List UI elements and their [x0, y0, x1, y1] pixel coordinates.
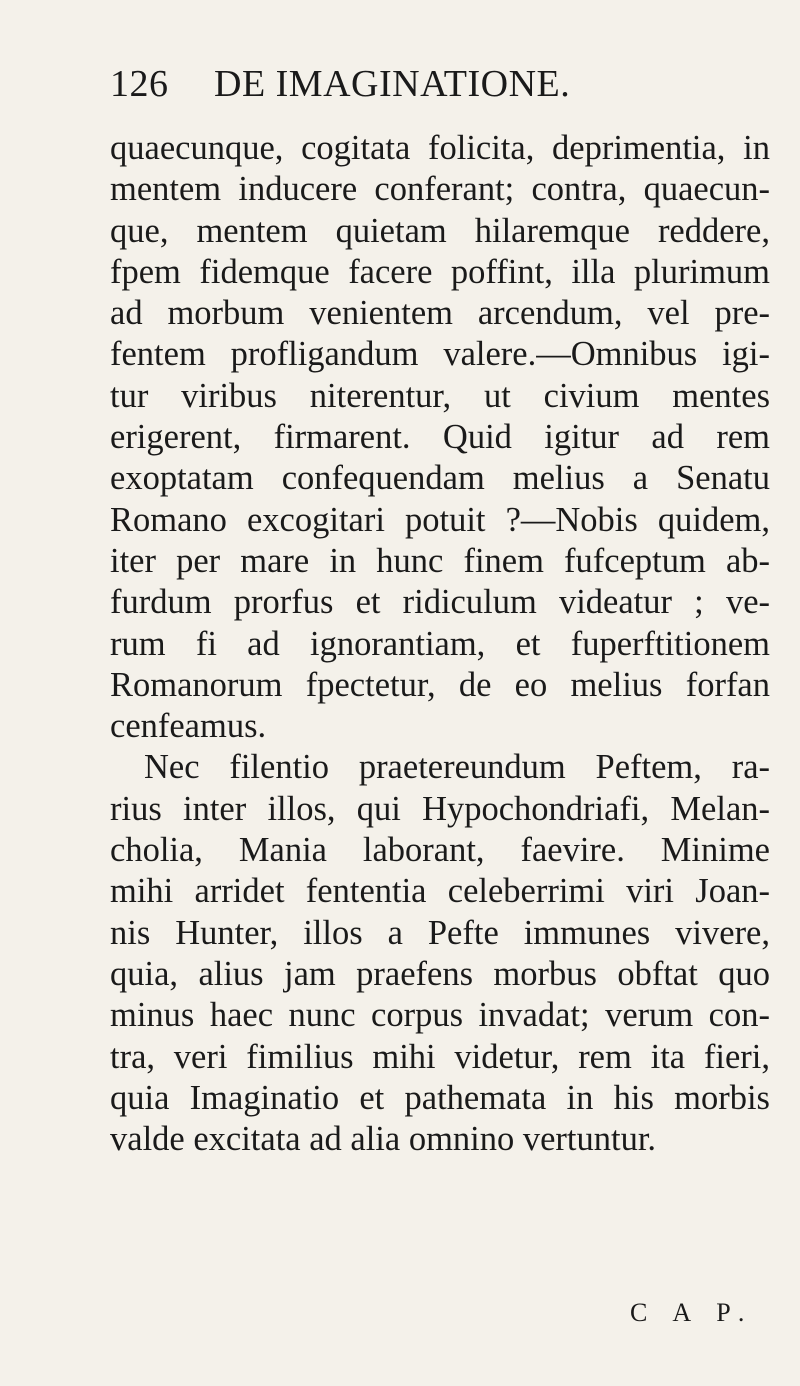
- text-line: que, mentem quietam hilaremque reddere,: [110, 211, 770, 250]
- text-line: fentem profligandum valere.—Omnibus igi-: [110, 335, 770, 374]
- text-line: ad morbum venientem arcendum, vel pre-: [110, 294, 770, 333]
- text-line: quia Imaginatio et pathemata in his morbis: [110, 1078, 770, 1117]
- text-line: Romano excogitari potuit ?—Nobis quidem,: [110, 500, 770, 539]
- text-line: nis Hunter, illos a Pefte immunes vivere,: [110, 913, 770, 952]
- text-line: rum fi ad ignorantiam, et fuperftitionem: [110, 624, 770, 663]
- text-line: Romanorum fpectetur, de eo melius forfan: [110, 665, 770, 704]
- text-line: rius inter illos, qui Hypochondriafi, Melan-: [110, 789, 770, 828]
- text-line: tra, veri fimilius mihi videtur, rem ita fieri,: [110, 1037, 770, 1076]
- text-line: quaecunque, cogitata folicita, deprimentia, in: [110, 129, 770, 167]
- catchword: C A P.: [630, 1298, 755, 1327]
- text-line: minus haec nunc corpus invadat; verum con-: [110, 996, 770, 1035]
- text-line: furdum prorfus et ridiculum videatur ; ve-: [110, 583, 770, 622]
- body-text: [110, 128, 770, 1160]
- text-line: cenfeamus.: [110, 707, 267, 746]
- text-line: mentem inducere conferant; contra, quaecun-: [110, 170, 770, 209]
- text-line: fpem fidemque facere poffint, illa plurimum: [110, 252, 770, 291]
- text-line: mihi arridet fententia celeberrimi viri Joan-: [110, 872, 770, 911]
- page-number: 126: [110, 63, 169, 105]
- text-line: valde excitata ad alia omnino vertuntur.: [110, 1120, 657, 1159]
- text-line: Nec filentio praetereundum Peftem, ra-: [144, 748, 770, 787]
- text-line: iter per mare in hunc finem fufceptum ab-: [110, 541, 770, 580]
- page-header: [110, 62, 750, 112]
- text-line: cholia, Mania laborant, faevire. Minime: [110, 831, 770, 870]
- text-line: quia, alius jam praefens morbus obftat quo: [110, 954, 770, 993]
- running-title: DE IMAGINATIONE.: [214, 63, 571, 105]
- text-line: erigerent, firmarent. Quid igitur ad rem: [110, 418, 770, 457]
- text-line: tur viribus niterentur, ut civium mentes: [110, 376, 770, 415]
- text-line: exoptatam confequendam melius a Senatu: [110, 459, 770, 498]
